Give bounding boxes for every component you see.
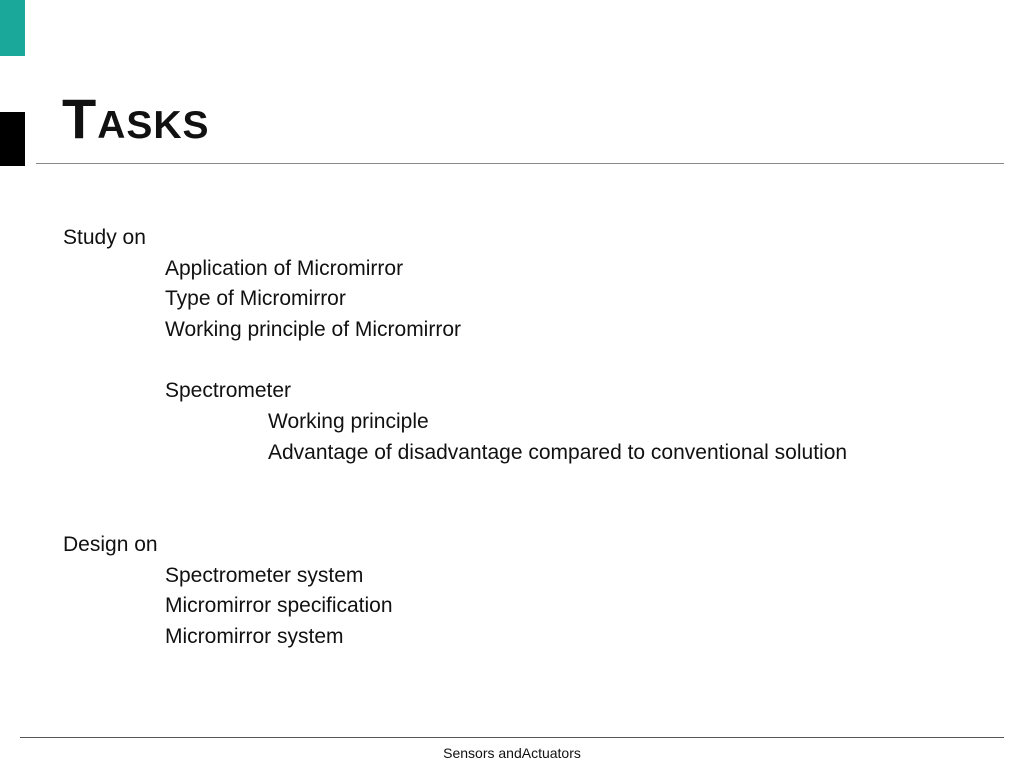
- accent-bar-black: [0, 112, 25, 166]
- study-item-application: Application of Micromirror: [165, 257, 404, 280]
- spectrometer-item-advantage: Advantage of disadvantage compared to conventional solution: [268, 441, 848, 464]
- study-item-working-principle: Working principle of Micromirror: [165, 318, 462, 341]
- footer-text: Sensors andActuators: [443, 745, 581, 761]
- accent-bar-teal: [0, 0, 25, 56]
- spectrometer-item-working-principle: Working principle: [268, 410, 429, 433]
- design-heading: Design on: [63, 533, 158, 556]
- design-item-micromirror-specification: Micromirror specification: [165, 594, 393, 617]
- study-heading: Study on: [63, 226, 146, 249]
- design-item-micromirror-system: Micromirror system: [165, 625, 344, 648]
- study-item-type: Type of Micromirror: [165, 287, 346, 310]
- spectrometer-heading: Spectrometer: [165, 379, 292, 402]
- slide-title: Tasks: [62, 87, 210, 150]
- footer-divider: [20, 737, 1004, 738]
- title-divider: [36, 163, 1004, 164]
- design-item-spectrometer-system: Spectrometer system: [165, 564, 364, 587]
